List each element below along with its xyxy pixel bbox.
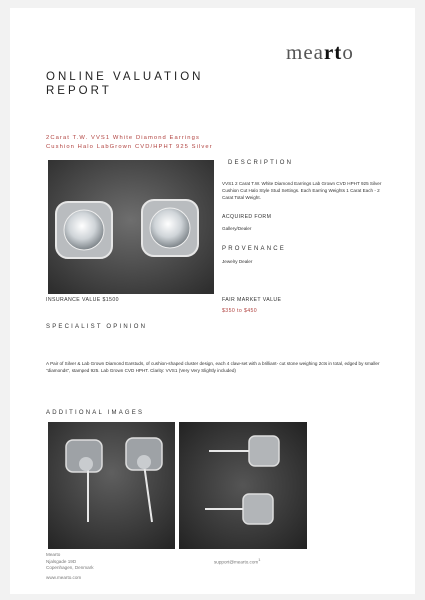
item-title bbox=[46, 134, 213, 151]
provenance-value: Jewelry Dealer bbox=[222, 259, 253, 264]
company-name: Mearto bbox=[46, 552, 61, 557]
report-page bbox=[10, 8, 415, 594]
item-title-line-2: Cushion Halo LabGrown CVD/HPHT 925 Silver bbox=[46, 143, 213, 150]
item-title-line-1: 2Carat T.W. VVS1 White Diamond Earrings bbox=[46, 135, 200, 141]
description-text: VVS1 2 Carat T.W. White Diamond Earrings Lab Grown CVD HPHT 925 Silver Cushion Cut Halo Style Stud Settings. Each Earring Weights 1 Carat Each - 2 Carat Total Weight. bbox=[222, 181, 382, 200]
support-email-link[interactable]: support@mearto.com$^1$ bbox=[214, 557, 261, 565]
fair-market-value: $350 to $450 bbox=[222, 308, 258, 314]
acquired-value: Gallery/Dealer bbox=[222, 226, 252, 231]
specialist-heading: SPECIALIST OPINION bbox=[46, 324, 148, 330]
fair-market-heading: FAIR MARKET VALUE bbox=[222, 297, 282, 303]
earrings-side-image bbox=[179, 422, 307, 549]
report-title-line-1: ONLINE VALUATION bbox=[46, 71, 204, 83]
additional-photo-1 bbox=[48, 422, 175, 549]
mearto-logo: mearto bbox=[286, 40, 354, 64]
description-heading: DESCRIPTION bbox=[228, 160, 294, 166]
company-website-link[interactable]: www.mearto.com bbox=[46, 574, 82, 580]
insurance-value: INSURANCE VALUE $1500 bbox=[46, 297, 119, 303]
earrings-front-image bbox=[48, 160, 214, 294]
report-title bbox=[46, 70, 204, 98]
report-title-line-2: REPORT bbox=[46, 85, 112, 97]
specialist-text: A Pair of Silver & Lab Grown Diamond Earstuds, of cushion-shaped cluster design, each 4 claw-set with a brilliant- cut stone weighing 2cts in total, edged by smaller "diamonds", stamped 925. Lab Grown CVD HPHT. Clarity: VVS1 (Very Very Slightly included) bbox=[46, 361, 380, 373]
company-city: Copenhagen, Denmark bbox=[46, 565, 94, 570]
company-street: Njalsgade 19D bbox=[46, 558, 77, 564]
main-item-photo bbox=[48, 160, 214, 294]
acquired-heading: ACQUIRED FORM bbox=[222, 214, 272, 220]
provenance-heading: PROVENANCE bbox=[222, 246, 287, 252]
additional-images-heading: ADDITIONAL IMAGES bbox=[46, 410, 145, 416]
earrings-back-image bbox=[48, 422, 175, 549]
page-number: 1 bbox=[258, 557, 261, 562]
additional-photo-2 bbox=[179, 422, 307, 549]
company-address bbox=[46, 552, 94, 581]
